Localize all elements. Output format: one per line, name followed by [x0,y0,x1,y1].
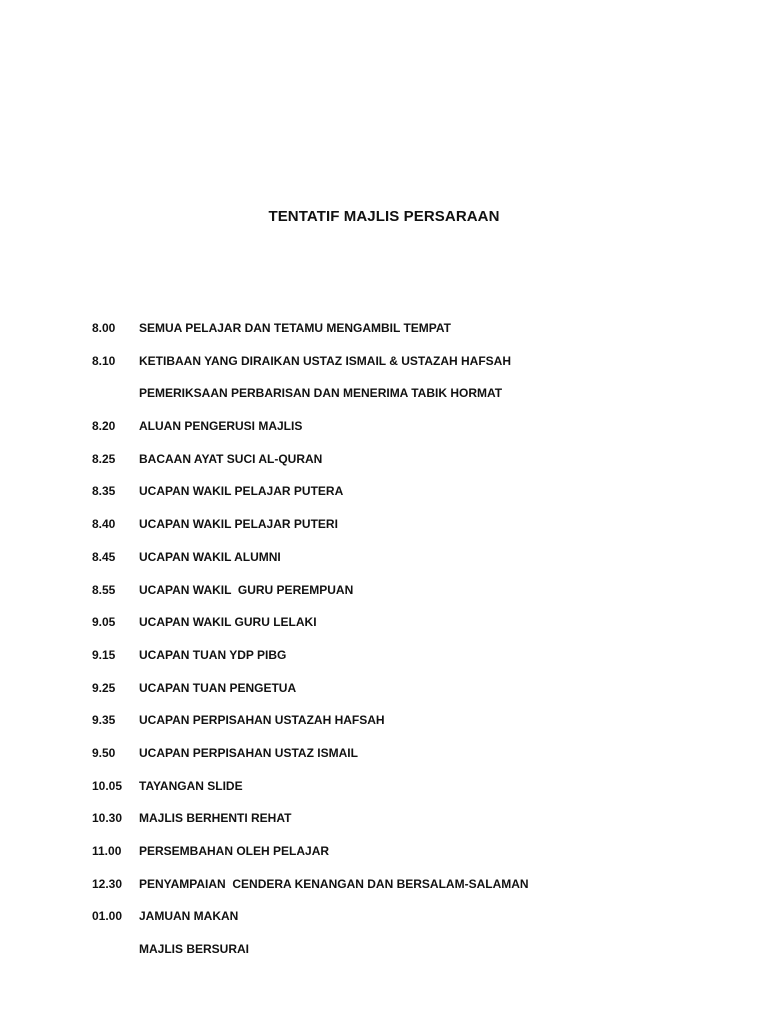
schedule-row [0,517,768,550]
schedule-time: 11.00 [92,844,122,858]
schedule-activity: UCAPAN WAKIL ALUMNI [139,549,281,564]
schedule-time: 9.05 [92,615,116,630]
schedule-row [0,811,768,844]
schedule-row [0,419,768,452]
schedule-time: 01.00 [92,909,123,924]
schedule-row [0,452,768,485]
schedule-row [0,779,768,812]
schedule-list [0,321,768,975]
schedule-activity: UCAPAN WAKIL GURU PEREMPUAN [139,582,354,597]
schedule-time: 8.20 [92,419,116,434]
document-title: TENTATIF MAJLIS PERSARAAN [268,208,500,225]
schedule-activity: UCAPAN TUAN PENGETUA [139,680,297,695]
schedule-activity: KETIBAAN YANG DIRAIKAN USTAZ ISMAIL & USTAZAH HAFSAH [139,353,512,368]
schedule-time: 8.40 [92,517,116,532]
schedule-time: 8.25 [92,451,116,466]
schedule-time: 9.25 [92,680,116,695]
schedule-activity: UCAPAN PERPISAHAN USTAZ ISMAIL [139,745,358,760]
schedule-activity: MAJLIS BERHENTI REHAT [139,811,292,826]
schedule-activity: UCAPAN WAKIL PELAJAR PUTERI [139,517,338,532]
schedule-row [0,386,768,419]
schedule-activity: UCAPAN TUAN YDP PIBG [139,647,287,662]
schedule-time: 9.50 [92,745,116,760]
schedule-activity: MAJLIS BERSURAI [139,942,250,957]
schedule-activity: PEMERIKSAAN PERBARISAN DAN MENERIMA TABIK HORMAT [139,386,503,401]
schedule-row [0,877,768,910]
schedule-time: 8.10 [92,353,116,368]
schedule-row [0,681,768,714]
schedule-activity: SEMUA PELAJAR DAN TETAMU MENGAMBIL TEMPAT [139,321,451,335]
schedule-activity: JAMUAN MAKAN [139,909,239,924]
schedule-time: 9.15 [92,647,116,662]
schedule-row [0,615,768,648]
schedule-activity: UCAPAN WAKIL GURU LELAKI [139,615,317,630]
schedule-activity: UCAPAN WAKIL PELAJAR PUTERA [139,484,344,499]
schedule-time: 12.30 [92,876,123,891]
schedule-row [0,942,768,975]
schedule-time: 10.05 [92,778,123,793]
schedule-time: 8.55 [92,582,116,597]
schedule-activity: PERSEMBAHAN OLEH PELAJAR [139,844,330,858]
schedule-row [0,321,768,354]
schedule-time: 8.45 [92,549,116,564]
schedule-activity: BACAAN AYAT SUCI AL-QURAN [139,451,323,466]
schedule-row [0,484,768,517]
schedule-activity: UCAPAN PERPISAHAN USTAZAH HAFSAH [139,713,385,728]
schedule-row [0,354,768,387]
schedule-row [0,909,768,942]
schedule-activity: TAYANGAN SLIDE [139,778,243,793]
schedule-activity: PENYAMPAIAN CENDERA KENANGAN DAN BERSALAM-SALAMAN [139,876,529,891]
schedule-time: 10.30 [92,811,123,826]
schedule-row [0,550,768,583]
schedule-time: 9.35 [92,713,116,728]
schedule-time: 8.35 [92,484,116,499]
schedule-row [0,648,768,681]
schedule-row [0,746,768,779]
schedule-row [0,713,768,746]
schedule-activity: ALUAN PENGERUSI MAJLIS [139,419,303,434]
schedule-row [0,844,768,877]
schedule-time: 8.00 [92,321,116,335]
schedule-row [0,583,768,616]
